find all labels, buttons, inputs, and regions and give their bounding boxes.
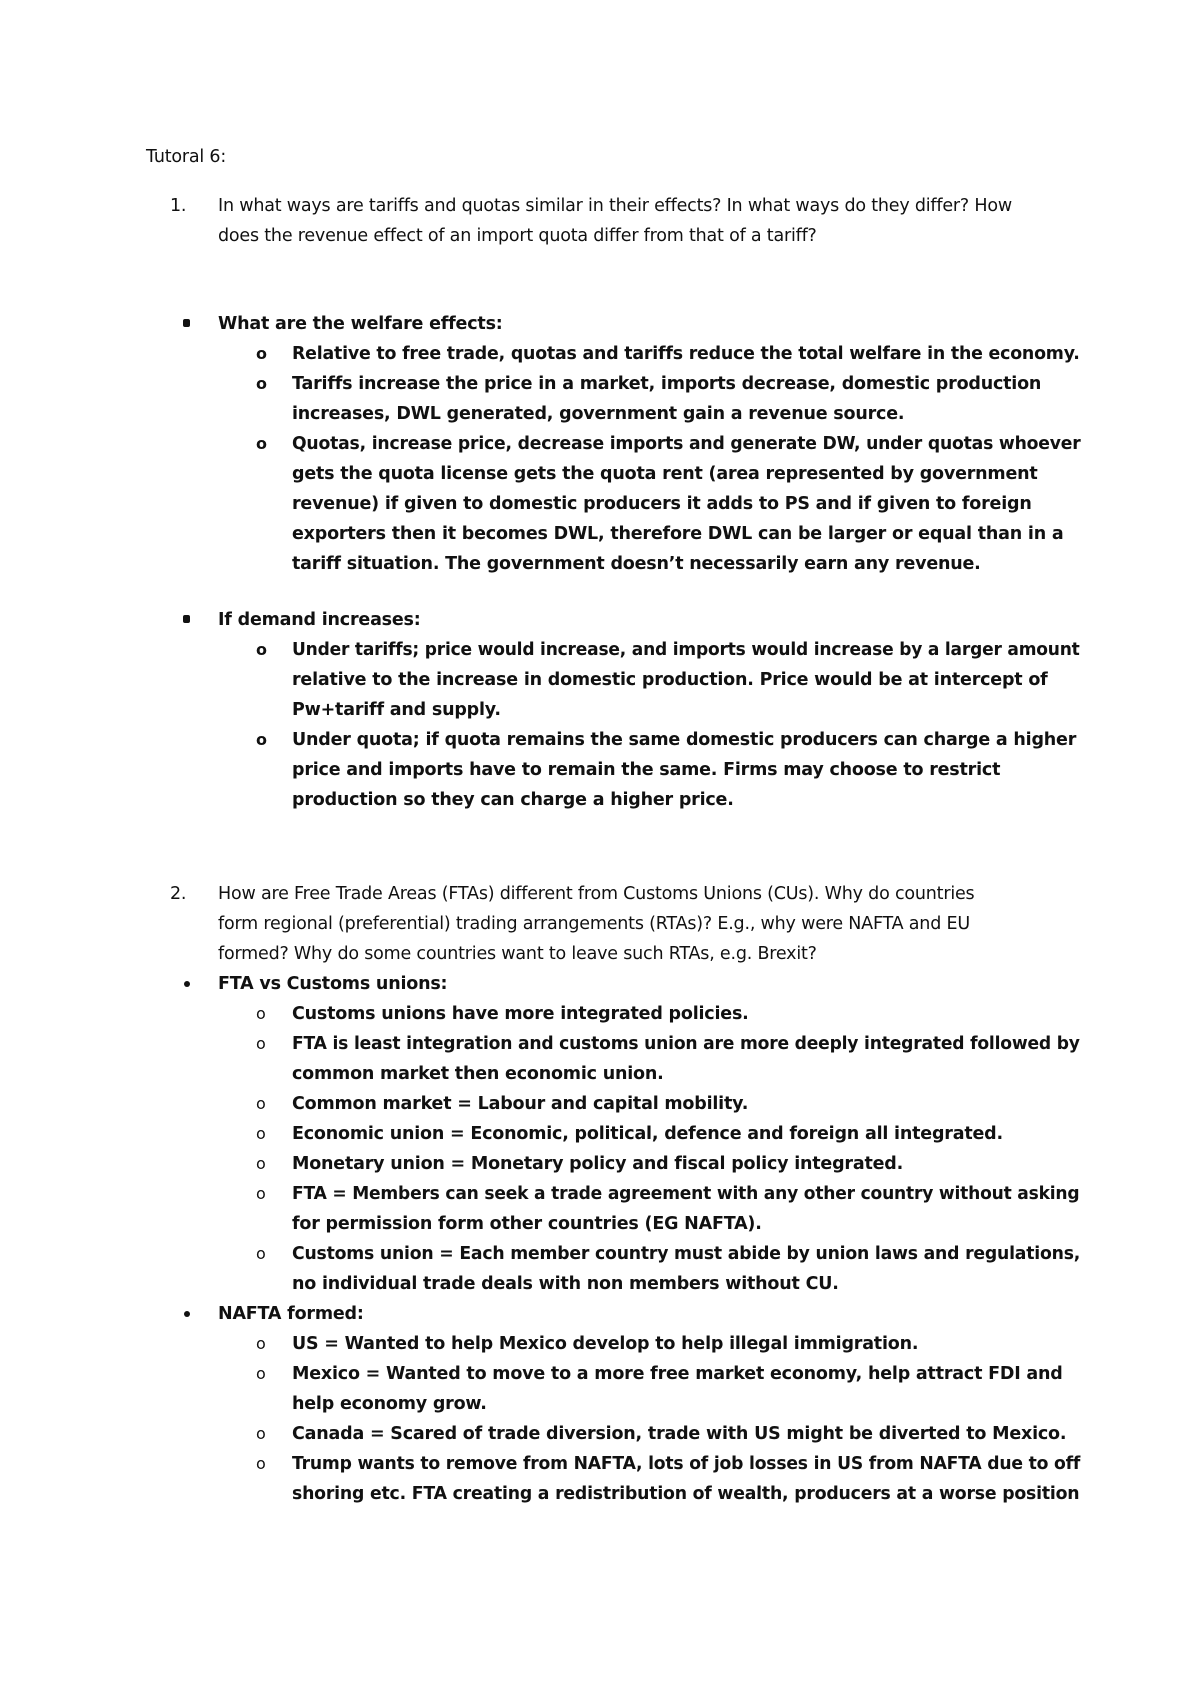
nafta-item: Canada = Scared of trade diversion, trade with US might be diverted to Mexico. <box>292 1424 1067 1444</box>
circle-bullet-icon: o <box>256 1364 266 1383</box>
page-title: Tutoral 6: <box>146 147 227 167</box>
question-1-number: 1. <box>170 196 187 216</box>
circle-bullet-icon: o <box>256 1154 266 1173</box>
fta-item: Common market = Labour and capital mobility. <box>292 1094 749 1114</box>
circle-bullet-icon: o <box>256 640 267 659</box>
circle-bullet-icon: o <box>256 1244 266 1263</box>
fta-heading: FTA vs Customs unions: <box>218 974 448 994</box>
nafta-item: Trump wants to remove from NAFTA, lots of job losses in US from NAFTA due to off <box>292 1454 1081 1474</box>
demand-item: Pw+tariff and supply. <box>292 700 501 720</box>
demand-item: production so they can charge a higher price. <box>292 790 734 810</box>
bullet-icon <box>184 1311 190 1317</box>
fta-item: for permission form other countries (EG NAFTA). <box>292 1214 762 1234</box>
question-2-number: 2. <box>170 884 187 904</box>
circle-bullet-icon: o <box>256 730 267 749</box>
question-1-line: does the revenue effect of an import quota differ from that of a tariff? <box>218 226 817 246</box>
demand-item: Under tariffs; price would increase, and imports would increase by a larger amount <box>292 640 1080 660</box>
bullet-icon <box>183 319 190 327</box>
fta-item: Customs union = Each member country must abide by union laws and regulations, <box>292 1244 1081 1264</box>
demand-item: Under quota; if quota remains the same domestic producers can charge a higher <box>292 730 1077 750</box>
welfare-item: Tariffs increase the price in a market, imports decrease, domestic production <box>292 374 1042 394</box>
circle-bullet-icon: o <box>256 1424 266 1443</box>
question-1-line: In what ways are tariffs and quotas similar in their effects? In what ways do they differ? How <box>218 196 1012 216</box>
welfare-item: revenue) if given to domestic producers it adds to PS and if given to foreign <box>292 494 1032 514</box>
circle-bullet-icon: o <box>256 1124 266 1143</box>
fta-item: Monetary union = Monetary policy and fiscal policy integrated. <box>292 1154 904 1174</box>
circle-bullet-icon: o <box>256 374 267 393</box>
bullet-icon <box>184 981 190 987</box>
fta-item: Customs unions have more integrated policies. <box>292 1004 749 1024</box>
question-2-line: formed? Why do some countries want to leave such RTAs, e.g. Brexit? <box>218 944 817 964</box>
welfare-item: increases, DWL generated, government gain a revenue source. <box>292 404 905 424</box>
circle-bullet-icon: o <box>256 1004 266 1023</box>
circle-bullet-icon: o <box>256 1334 266 1353</box>
welfare-item: tariff situation. The government doesn’t necessarily earn any revenue. <box>292 554 981 574</box>
demand-item: relative to the increase in domestic production. Price would be at intercept of <box>292 670 1048 690</box>
circle-bullet-icon: o <box>256 1034 266 1053</box>
welfare-item: Quotas, increase price, decrease imports and generate DW, under quotas whoever <box>292 434 1081 454</box>
welfare-heading: What are the welfare effects: <box>218 314 503 334</box>
circle-bullet-icon: o <box>256 434 267 453</box>
question-2-line: How are Free Trade Areas (FTAs) different from Customs Unions (CUs). Why do countries <box>218 884 975 904</box>
nafta-item: US = Wanted to help Mexico develop to help illegal immigration. <box>292 1334 919 1354</box>
circle-bullet-icon: o <box>256 344 267 363</box>
fta-item: Economic union = Economic, political, defence and foreign all integrated. <box>292 1124 1003 1144</box>
nafta-heading: NAFTA formed: <box>218 1304 364 1324</box>
fta-item: no individual trade deals with non members without CU. <box>292 1274 839 1294</box>
demand-heading: If demand increases: <box>218 610 421 630</box>
circle-bullet-icon: o <box>256 1184 266 1203</box>
fta-item: common market then economic union. <box>292 1064 664 1084</box>
welfare-item: Relative to free trade, quotas and tariffs reduce the total welfare in the economy. <box>292 344 1080 364</box>
bullet-icon <box>183 615 190 623</box>
nafta-item: help economy grow. <box>292 1394 487 1414</box>
welfare-item: gets the quota license gets the quota rent (area represented by government <box>292 464 1038 484</box>
welfare-item: exporters then it becomes DWL, therefore DWL can be larger or equal than in a <box>292 524 1064 544</box>
fta-item: FTA = Members can seek a trade agreement with any other country without asking <box>292 1184 1080 1204</box>
fta-item: FTA is least integration and customs union are more deeply integrated followed by <box>292 1034 1080 1054</box>
question-2-line: form regional (preferential) trading arrangements (RTAs)? E.g., why were NAFTA and EU <box>218 914 970 934</box>
nafta-item: Mexico = Wanted to move to a more free market economy, help attract FDI and <box>292 1364 1063 1384</box>
circle-bullet-icon: o <box>256 1454 266 1473</box>
nafta-item: shoring etc. FTA creating a redistribution of wealth, producers at a worse position <box>292 1484 1080 1504</box>
circle-bullet-icon: o <box>256 1094 266 1113</box>
demand-item: price and imports have to remain the same. Firms may choose to restrict <box>292 760 1001 780</box>
